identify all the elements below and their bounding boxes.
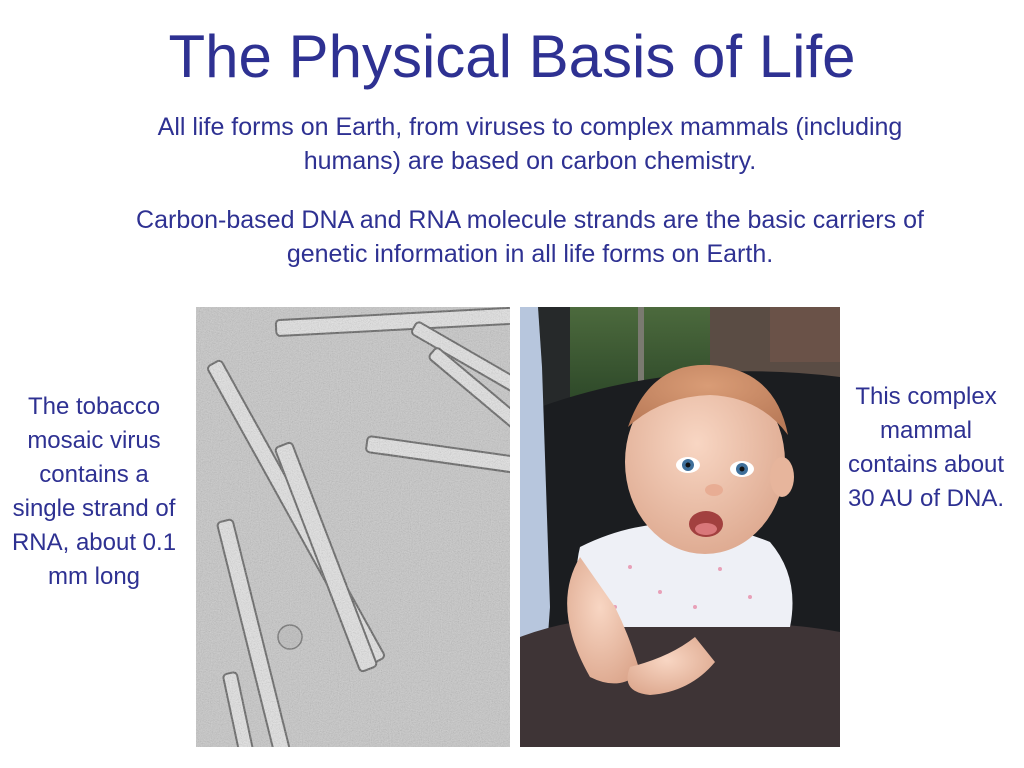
intro-paragraph: All life forms on Earth, from viruses to complex mammals (including humans) are based on carbon chemistry. [157,113,903,175]
virus-micrograph-graphic [196,307,510,747]
baby-photo-graphic [520,307,840,747]
virus-caption: The tobacco mosaic virus contains a single strand of RNA, about 0.1 mm long [11,393,177,590]
baby-photo-image [520,307,840,747]
mammal-caption: This complex mammal contains about 30 AU of DNA. [847,383,1005,512]
dna-paragraph: Carbon-based DNA and RNA molecule strands are the basic carriers of genetic information in all life forms on Earth. [136,206,924,268]
virus-micrograph-image [196,307,510,747]
slide-title: The Physical Basis of Life [168,23,856,90]
